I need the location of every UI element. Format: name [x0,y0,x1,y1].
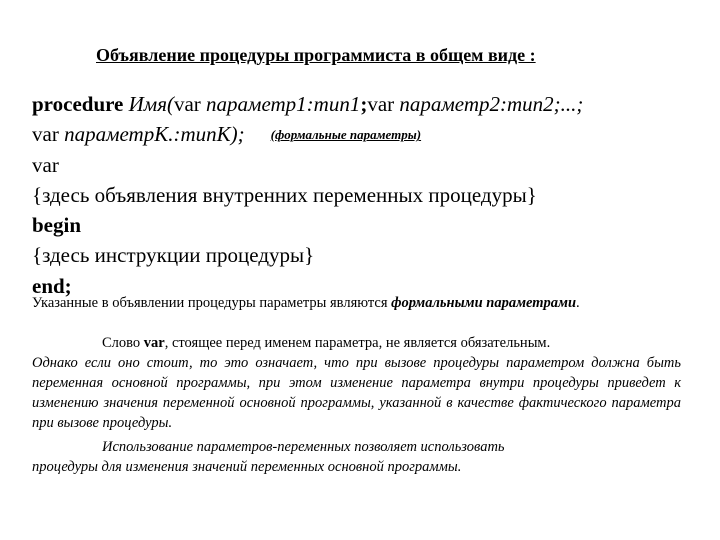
page-title: Объявление процедуры программиста в общем виде : [96,45,536,65]
procedure-name: Имя( [123,92,174,116]
keyword-var: var [32,122,59,147]
var-keyword: var [143,335,165,351]
paragraph-first-line [32,333,681,353]
declaration-line-var [32,150,583,180]
separator: ; [360,92,368,116]
variables-comment: {здесь объявления внутренних переменных процедуры} [32,182,537,207]
paragraph-italic-text: Однако если оно стоит, то это означает, что при вызове процедуры параметром должна быть переменная основной программы, при этом изменение параметра внутри процедуры приведет к изменению значения переменной основной программы, указанной в качестве фактического параметра при вызове процедуры. [32,355,681,431]
body-comment: {здесь инструкции процедуры} [32,243,315,268]
formal-params-term: формальными параметрами [391,295,577,311]
procedure-declaration [32,89,583,301]
paragraph-text: . [576,295,580,311]
declaration-line-var-comment [32,180,583,210]
paragraph-text: Указанные в объявлении процедуры параметры являются [32,295,392,311]
keyword-var: var [367,92,395,116]
keyword-begin: begin [32,213,82,238]
paragraph-text: , стоящее перед именем параметра, не является обязательным. [164,335,551,351]
formal-params-paragraph [32,293,681,313]
parameter-k: параметрK.:типK); [58,122,245,147]
keyword-var: var [173,92,201,116]
keyword-procedure: procedure [32,92,124,116]
paragraph-line-1: Использование параметров-переменных позволяет использовать [102,439,505,455]
declaration-line-body [32,240,583,270]
paragraph-line-2: процедуры для изменения значений переменных основной программы. [32,459,462,475]
declaration-line-1 [32,89,583,119]
keyword-end: end; [32,273,72,298]
variable-params-paragraph [32,437,681,477]
paragraph-text: Слово [102,335,144,351]
declaration-line-2 [32,119,583,149]
var-keyword-paragraph [32,333,681,433]
parameter-1: параметр1:тип1 [200,92,361,116]
parameter-2: параметр2:тип2;...; [394,92,584,116]
formal-parameters-note: (формальные параметры) [270,127,422,143]
declaration-line-begin [32,210,583,240]
keyword-var-section: var [32,152,59,177]
